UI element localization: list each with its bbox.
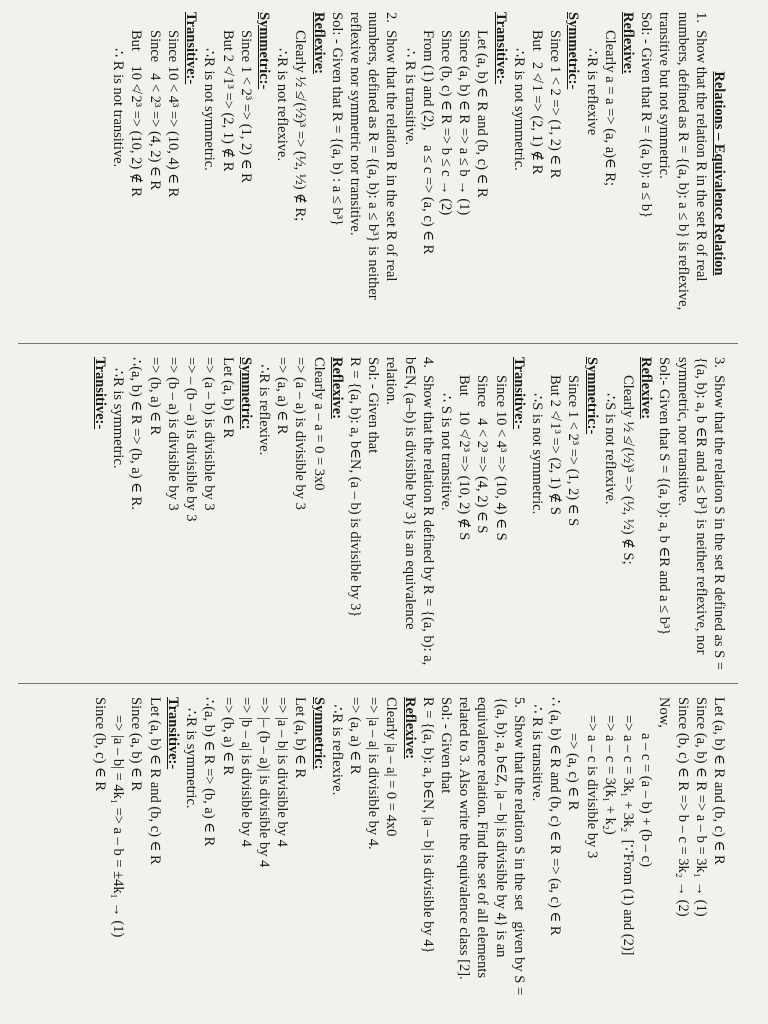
- text-line: ∴S is not symmetric.: [528, 393, 545, 515]
- solution-line: Sol: - Given that R = {(a, b) : a ≤ b³}: [328, 12, 345, 227]
- text-line: ∴R is not reflexive.: [274, 48, 291, 162]
- text-line: ∴R is symmetric.: [110, 357, 127, 469]
- text-line: 3. Show that the relation S in the set R defined as S = {(a, b): a, b ∈R and a ≤ b³} is neither reflexive, nor symmetric, nor transitive.: [674, 357, 727, 674]
- section-heading: Transitive:-: [164, 697, 181, 770]
- text-line: Clearly |a – a| = 0 = 4x0: [383, 697, 400, 837]
- text-line: 2. Show that the relation R in the set R of real numbers, defined as R = {(a, b): a ≤ b³} is neither reflexive nor symmetric nor transitive.: [346, 12, 400, 304]
- text-line: => a – c is divisible by 3: [583, 715, 600, 859]
- text-line: => (b – a) is divisible by 3: [164, 357, 181, 511]
- text-line: Let (a, b) ∈ R and (b, c) ∈ R: [711, 697, 727, 865]
- text-line: Since 10 < 4³ => (10, 4) ∈ S: [492, 375, 509, 541]
- text-line: Now,: [656, 697, 673, 728]
- text-line: => a – c = 3(k₁ + k₂): [601, 715, 618, 835]
- text-line: Let (a, b) ∈ R: [292, 697, 309, 779]
- text-line: 1. Show that the relation R in the set R of real numbers, defined as R = {(a, b): a ≤ b} is reflexive, transitive but not symmetric.: [656, 12, 709, 314]
- text-line: Let (a, b) ∈ R and (b, c) ∈ R: [146, 697, 163, 865]
- page-title: Relations – Equivalence Relation: [711, 71, 727, 276]
- text-line: => (b, a) ∈ R: [219, 697, 236, 776]
- text-line: 5. Show that the relation S in the set given by S = {(a, b): a, b∈Z, |a – b| is divisible by 4} is an equivalence relation. Find the set of all elements related to 3. Also write the equivalence class [2].: [456, 697, 527, 999]
- text-line: => (a – b) is divisible by 3: [201, 357, 218, 511]
- text-line: ∴ R is not transitive.: [110, 48, 127, 168]
- section-heading: Symmetric:: [237, 357, 254, 430]
- text-line: R = {(a, b): a, b∈N, |a – b| is divisible by 4}: [419, 697, 436, 954]
- text-line: Since 4 < 2³ => (4, 2) ∈ S: [474, 375, 491, 534]
- solution-line: Sol:- Given that S = {(a, b): a, b ∈R and a ≤ b³}: [656, 357, 673, 636]
- text-line: a – c = (a – b) + (b – c): [638, 733, 655, 867]
- text-line: => (b, a) ∈ R: [146, 357, 163, 436]
- text-line: Since (b, c) ∈ R => b – c = 3k₂ → (2): [674, 697, 691, 917]
- text-line: => (a, a) ∈ R: [346, 697, 363, 775]
- section-heading: Transitive:-: [492, 12, 509, 85]
- text-line: => |a – b| is divisible by 4: [274, 697, 291, 847]
- text-line: From (1) and (2), a ≤ c => (a, c) ∈ R: [419, 30, 436, 255]
- section-heading: Symmetric:: [310, 697, 327, 770]
- solution-line: Sol: - Given that R = {(a, b): a ≤ b}: [638, 12, 655, 219]
- text-line: => (a, c) ∈ R: [565, 733, 582, 811]
- text-line: Clearly ½ ≰ (½)³ => (½, ½) ∉ R;: [292, 30, 309, 222]
- text-line: Let (a, b) ∈ R: [219, 357, 236, 439]
- section-heading: Transitive:-: [92, 357, 109, 430]
- text-line: => |a – a| is divisible by 4.: [365, 697, 382, 850]
- section-heading: Reflexive:: [401, 697, 418, 759]
- text-line: => |b – a| is divisible by 4: [237, 697, 254, 847]
- text-line: Clearly ½ ≰ (½)³ => (½, ½) ∉ S;: [619, 375, 636, 565]
- text-line: Since 1 < 2³ => (1, 2) ∈ R: [237, 30, 254, 183]
- solution-line: Sol: - Given that: [437, 697, 454, 794]
- text-line: Since 1 < 2³ => (1, 2) ∈ S: [565, 375, 582, 527]
- text-line: ∴(a, b) ∈ R => (b, a) ∈ R: [201, 697, 218, 847]
- text-line: Since (b, c) ∈ R: [92, 697, 109, 792]
- text-line: => |a – b| = 4k₁ => a – b = ±4k₁ → (1): [110, 715, 127, 938]
- text-line: ∴(a, b) ∈ R => (b, a) ∈ R.: [128, 357, 145, 510]
- section-heading: Reflexive:: [619, 12, 636, 74]
- text-line: ∴ S is not transitive.: [437, 393, 454, 511]
- text-line: => |– (b – a)| is divisible by 4: [255, 697, 272, 868]
- text-line: Since (a, b) ∈ R => a ≤ b → (1): [456, 30, 473, 216]
- text-line: ∴R is not symmetric.: [510, 48, 527, 171]
- text-line: Since 1 < 2 => (1, 2) ∈ R: [547, 30, 564, 179]
- text-line: ∴R is reflexive.: [255, 357, 272, 456]
- text-line: ∴R is symmetric.: [183, 697, 200, 809]
- text-line: 4. Show that the relation R defined by R = {(a, b): a, b∈N, (a–b) is divisible by 3} is an equivalence relation.: [383, 357, 436, 669]
- text-line: ∴ (a, b) ∈ R and (b, c) ∈ R => (a, c) ∈ R: [547, 697, 564, 936]
- text-line: Clearly a – a = 0 = 3x0: [310, 357, 327, 491]
- solution-line: Sol: - Given that: [365, 357, 382, 454]
- text-line: Let (a, b) ∈ R and (b, c) ∈ R: [474, 30, 491, 198]
- text-line: => (a – a) is divisible by 3: [292, 357, 309, 510]
- text-column-1: [0, 0, 768, 345]
- text-line: ∴R is reflexive.: [328, 697, 345, 796]
- text-line: But 10 ≮ 2³ => (10, 2) ∉ S: [456, 375, 473, 541]
- section-heading: Reflexive:: [310, 12, 327, 74]
- section-heading: Symmetric:-: [565, 12, 582, 90]
- text-line: Since 4 < 2³ => (4, 2) ∈ R: [146, 30, 163, 191]
- text-line: Since (b, c) ∈ R => b ≤ c → (2): [437, 30, 454, 216]
- text-line: => – (b – a) is divisible by 3: [183, 357, 200, 522]
- text-line: ∴R is reflexive: [583, 48, 600, 136]
- section-heading: Symmetric:-: [583, 357, 600, 435]
- text-line: => a – c = 3k₁ + 3k₂ [∵From (1) and (2)]: [619, 715, 636, 956]
- text-line: ∴ R is transitive.: [401, 48, 418, 146]
- section-heading: Transitive:-: [510, 357, 527, 430]
- text-column-3: [0, 685, 768, 1024]
- section-heading: Reflexive:: [328, 357, 345, 419]
- text-line: Since 10 < 4³ => (10, 4) ∈ R: [164, 30, 181, 198]
- text-line: Clearly a = a => (a, a)∈ R;: [601, 30, 618, 187]
- section-heading: Transitive:-: [183, 12, 200, 85]
- text-line: R = {(a, b): a, b∈N, (a – b) is divisible by 3}: [346, 357, 363, 618]
- text-line: Since (a, b) ∈ R => a – b = 3k₁ → (1): [692, 697, 709, 917]
- text-line: ∴R is not symmetric.: [201, 48, 218, 171]
- section-heading: Reflexive:: [638, 357, 655, 419]
- text-line: But 2 ≮ 1³ => (2, 1) ∉ S: [547, 375, 564, 515]
- text-column-2: [0, 345, 768, 685]
- text-line: ∴S is not reflexive.: [601, 393, 618, 505]
- text-line: ∴ R is transitive.: [528, 697, 545, 802]
- text-line: Since (a, b) ∈ R: [128, 697, 145, 792]
- section-heading: Symmetric:-: [255, 12, 272, 90]
- text-line: => (a, a) ∈ R: [274, 357, 291, 435]
- text-line: But 2 ≮ 1 => (2, 1) ∉ R: [528, 30, 545, 175]
- text-line: But 10 ≮ 2³ => (10, 2) ∉ R: [128, 30, 145, 197]
- text-line: But 2 ≮ 1³ => (2, 1) ∉ R: [219, 30, 236, 172]
